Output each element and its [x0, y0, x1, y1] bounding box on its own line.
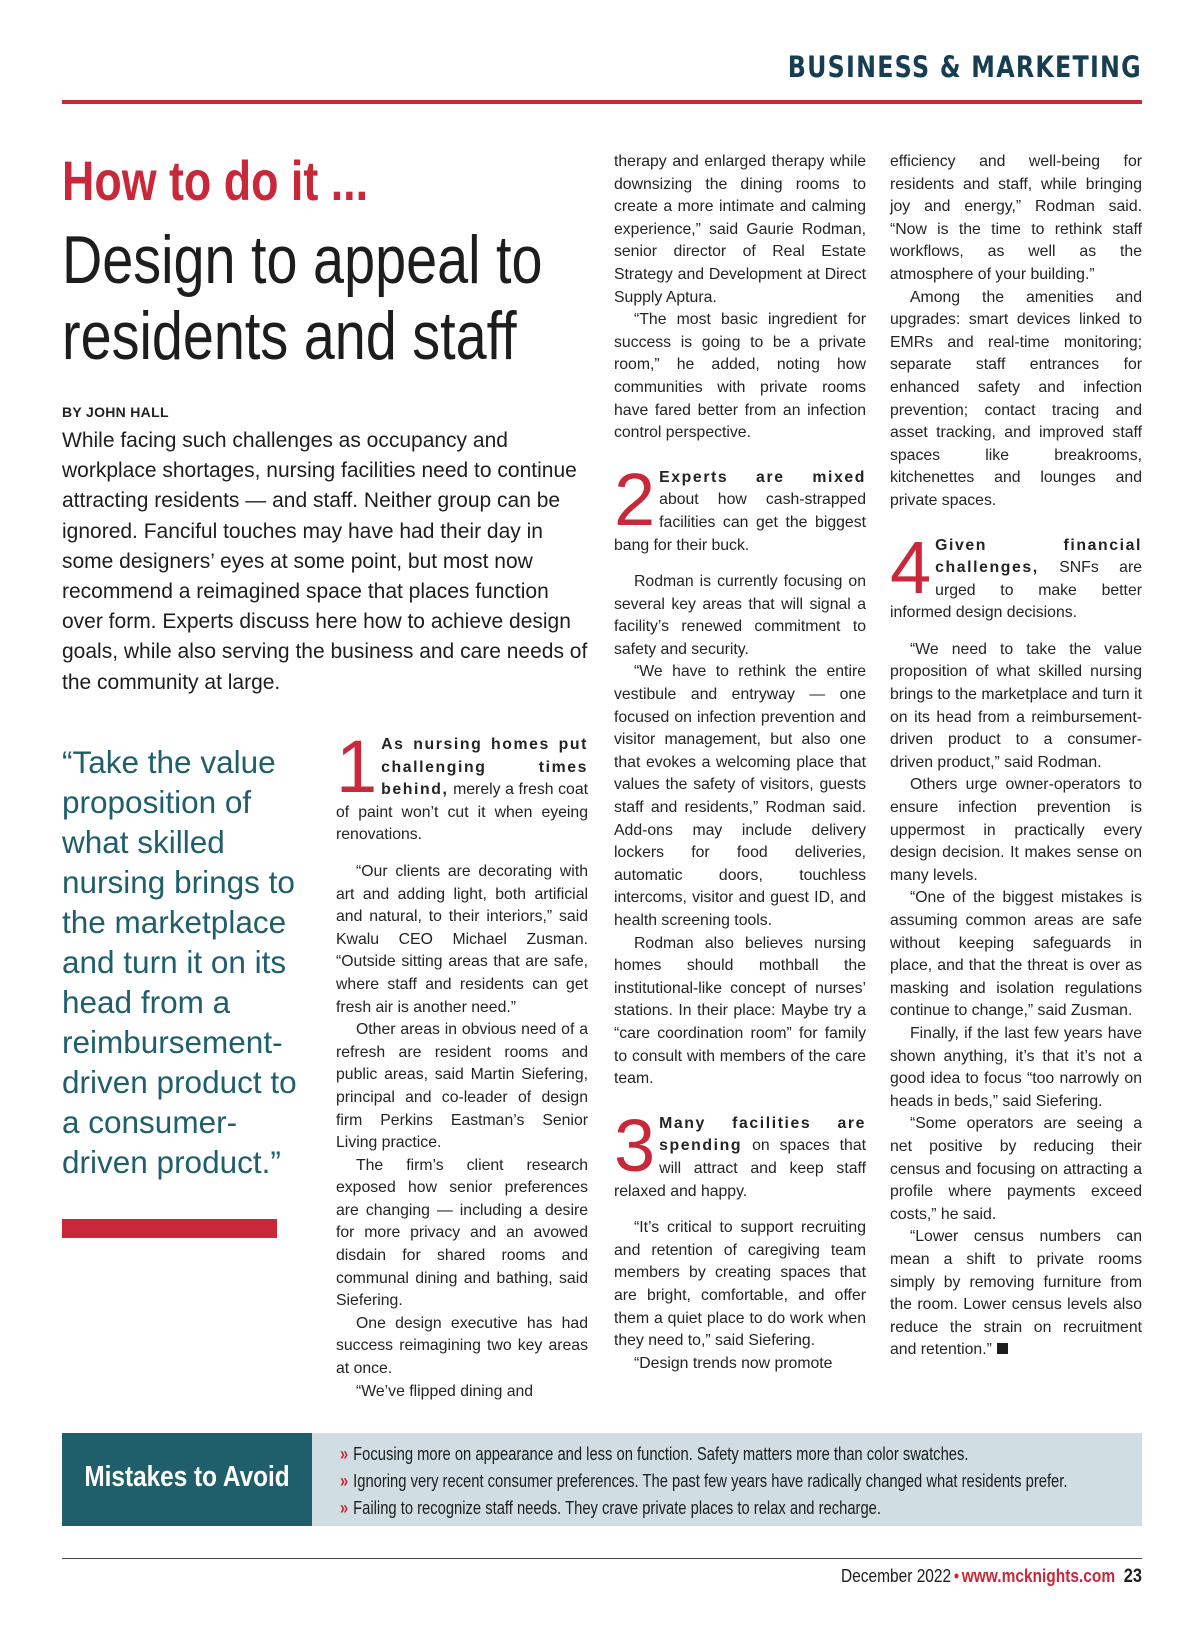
chevron-right-icon: » [340, 1444, 349, 1464]
article-column-2 [614, 151, 866, 1375]
paragraph: “Our clients are decorating with art and adding light, both artificial and natural, to their interiors,” said Kwalu CEO Michael Zusman. “Outside sitting areas that are safe, where staff and residents can get fresh air is another need.” [336, 862, 588, 1016]
kicker: How to do it ... [62, 149, 369, 212]
tip-3 [614, 1103, 866, 1203]
paragraph: therapy and enlarged therapy while downsizing the dining rooms to create a more intimate and calming experience,” said Gaurie Rodman, senior director of Real Estate Strategy and Development at Direct Supply Aptura. [614, 153, 866, 306]
paragraph: “We’ve flipped dining and [356, 1382, 534, 1400]
paragraph: efficiency and well-being for residents and staff, while bringing joy and energy,” Rodman said. “Now is the time to rethink staff workflows, as well as the atmosphere of your building.” [890, 153, 1142, 283]
tip-lead: Experts are mixed [659, 468, 866, 486]
mistakes-box-title-panel [62, 1433, 312, 1526]
tip-number: 3 [614, 1103, 656, 1187]
paragraph: The firm’s client research exposed how senior preferences are changing — including a desire for more privacy and an avowed disdain for shared rooms and communal dining and bathing, said Siefering. [336, 1156, 588, 1310]
tip-number: 1 [336, 725, 378, 808]
footer-site-link[interactable]: www.mcknights.com [961, 1566, 1116, 1586]
paragraph: “The most basic ingredient for success is going to be a private room,” he added, noting how communities with private rooms have fared better from an infection control perspective. [614, 311, 866, 442]
pull-quote-bar [62, 1219, 277, 1238]
paragraph [890, 1226, 1142, 1362]
list-item [340, 1495, 1160, 1522]
paragraph: “Some operators are seeing a net positive by reducing their census and focusing on attracting a profile where payments exceed costs,” he said. [890, 1115, 1142, 1223]
tip-number: 2 [614, 457, 656, 541]
mistakes-title: Mistakes to Avoid [84, 1461, 290, 1493]
end-mark-icon [997, 1343, 1008, 1354]
paragraph: Finally, if the last few years have shown anything, it’s that it’s not a good idea to focus “too narrowly on heads in beds,” said Siefering. [890, 1024, 1142, 1110]
list-item-text: Focusing more on appearance and less on function. Safety matters more than color swatches. [353, 1444, 969, 1464]
paragraph: “One of the biggest mistakes is assuming common areas are safe without keeping safeguards in place, and that the threat is over as masking and isolation regulations continue to change,” said Zusman. [890, 889, 1142, 1020]
mistakes-list-panel [312, 1433, 1142, 1526]
paragraph: One design executive has had success reimagining two key areas at once. [336, 1314, 588, 1378]
tip-text: on spaces that will attract and keep staff relaxed and happy. [614, 1137, 866, 1200]
tip-text: SNFs are urged to make better informed design decisions. [890, 559, 1142, 622]
tip-4 [890, 525, 1142, 625]
top-rule [62, 100, 1142, 104]
headline: Design to appeal to residents and staff [62, 222, 543, 374]
list-item-text: Ignoring very recent consumer preferences. The past few years have radically changed what residents prefer. [353, 1471, 1068, 1491]
byline: BY JOHN HALL [62, 404, 169, 420]
paragraph: Among the amenities and upgrades: smart devices linked to EMRs and real-time monitoring; separate staff entrances for enhanced safety and infection prevention; contact tracing and asset tracking, and improved staff spaces like breakrooms, kitchenettes and lounges and private spaces. [890, 288, 1142, 509]
paragraph: “It’s critical to support recruiting and retention of caregiving team members by creating spaces that are bright, comfortable, and offer them a quiet place to do work when they need to,” said Siefering. [614, 1219, 866, 1350]
paragraph: Others urge owner-operators to ensure infection prevention is uppermost in practically every design decision. It makes sense on many levels. [890, 776, 1142, 884]
closing-text: “Lower census numbers can mean a shift to private rooms simply by removing furniture from the room. Lower census levels also reduce the strain on recruitment and retention.” [890, 1228, 1142, 1359]
paragraph: “Design trends now promote [634, 1354, 833, 1372]
tip-lead: Many facilities are spending [659, 1114, 866, 1155]
list-item-text: Failing to recognize staff needs. They crave private places to relax and recharge. [353, 1498, 881, 1518]
mistakes-list [312, 1433, 1142, 1522]
paragraph: Rodman is currently focusing on several key areas that will signal a facility’s renewed commitment to safety and security. [614, 573, 866, 658]
tip-2 [614, 457, 866, 557]
pull-quote: “Take the value proposition of what skilled nursing brings to the marketplace and turn it on its head from a reimbursement-driven product to a consumer-driven product.” [62, 744, 297, 1180]
article-column-1 [336, 725, 588, 1403]
footer-separator: • [953, 1566, 960, 1586]
paragraph: Other areas in obvious need of a refresh are resident rooms and public areas, said Martin Siefering, principal and co-leader of design firm Perkins Eastman’s Senior Living practice. [336, 1021, 588, 1152]
intro-paragraph: While facing such challenges as occupancy and workplace shortages, nursing facilities need to continue attracting residents — and staff. Neither group can be ignored. Fanciful touches may have had their day in some designers’ eyes at some point, but most now recommend a reimagined space that places function over form. Experts discuss here how to achieve design goals, while also serving the business and care needs of the community at large. [62, 429, 588, 694]
article-column-3 [890, 151, 1142, 1362]
tip-number: 4 [890, 525, 932, 609]
tip-text: about how cash-strapped facilities can get the biggest bang for their buck. [614, 491, 866, 554]
tip-lead: As nursing homes put challenging times behind, [381, 736, 588, 799]
paragraph: Rodman also believes nursing homes should mothball the institutional-like concept of nurses’ stations. In their place: Maybe try a “care coordination room” for family to consult with members of the care team. [614, 934, 866, 1088]
list-item [340, 1441, 1160, 1468]
chevron-right-icon: » [340, 1471, 349, 1491]
page-number: 23 [1123, 1566, 1142, 1587]
paragraph: “We have to rethink the entire vestibule and entryway — one focused on infection prevention and visitor management, but also one that evokes a welcoming place that values the safety of visitors, guests staff and residents,” Rodman said. Add-ons may include delivery lockers for food deliveries, automatic doors, touchless intercoms, visitor and guest ID, and health screening tools. [614, 663, 866, 929]
chevron-right-icon: » [340, 1498, 349, 1518]
tip-text: merely a fresh coat of paint won’t cut it when eyeing renovations. [336, 781, 588, 844]
paragraph: “We need to take the value proposition of what skilled nursing brings to the marketplace and turn it on its head from a reimbursement-driven product to a consumer-driven product,” said Rodman. [890, 640, 1143, 771]
bottom-rule [62, 1558, 1142, 1559]
list-item [340, 1468, 1160, 1495]
page-footer [841, 1566, 1142, 1588]
section-label: BUSINESS & MARKETING [787, 50, 1142, 84]
footer-date: December 2022 [841, 1566, 952, 1586]
tip-1 [336, 725, 588, 847]
tip-lead: Given financial challenges, [935, 536, 1142, 577]
